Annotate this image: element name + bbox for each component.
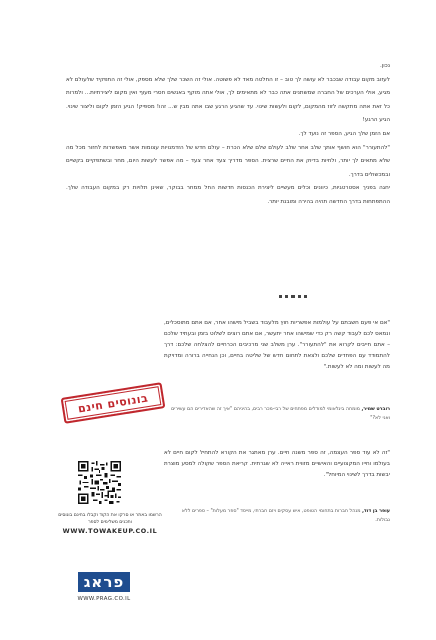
publisher-website-link[interactable]: WWW.PRAG.CO.IL [77, 596, 131, 602]
review-author: עופר בן דוד, [362, 509, 390, 514]
blurb-paragraph: יחגה בפניך אסטרטגיות, כיוונים וכלים מעשיים ליצירת הכנסות חדשות החל ממחר בבוקר, שאינן תלויות רק במקום העבודה שלך. ההתפתחות בדרך החדשה תהיה בהירה ומובנת יותר. [66, 185, 390, 205]
blurb-paragraph: נכון. [379, 63, 390, 69]
review-author-desc: מומחה בינלאומי למודלים מפתחים של רבי-מכר רבים, בהיניהם "איך זה שהאדירים הם עשירים ואני לא?" [171, 407, 390, 421]
review-attribution-2 [170, 508, 390, 525]
review-attribution-1 [170, 406, 390, 423]
review-text: "אם אי פעם חשבתם על עולמות אפשריות חוץ מלעבוד בשביל מישהו אחר, אם אתם מתוסכלים, ונמאס לכם לעבוד קשה רק כדי שמישהו אחר יתעשר, אם אתם רוצים לשלוט בזמן ובעתיד שלכם – אתם חייבים לקרוא את "להתעורר". ערן משלב שני מרכיבים הכרחיים להצלחה שלכם: דרך להתמודד עם הפחדים שלכם ולצאת לתחום חדש של שליטה בחיים, וכן הנחייה ברורה ומדויקת מה לעשות ומה לא לעשות." [164, 320, 390, 370]
review-author-desc: מנהל חברות בתחומי הטופט, איש עסקים ויזם חברתי, מייסד "ספר מעלות" – ספרים ללא גבולות. [181, 509, 390, 523]
qr-caption: הרשמו באתר או סרקו את הקוד וקבלו בחינם בונוסים ותכנים משלימים לספר [58, 513, 162, 526]
review-quote-2 [164, 448, 390, 481]
section-divider [279, 294, 307, 298]
stamp-text: בונוסים חינם [76, 391, 150, 415]
blurb-paragraph: לעזוב מקום עבודה שבכבר לא עושה לך טוב – זו החלטה מאד לא פשוטה. אולי זה השכר שלך שלא מספק, אולי זה התפקיד שלעולם לא מגיע, אולי הערכים של החברה שמשתנים אתה כבר לא מתאימים לך, אולי אתה מוקף באנשים חסרי מעוף ואין מקום ליצירתיות... ולמרות כל זאת אתה מתקשה לזוז מהמקום, לקום ולעשות שינוי. עד שהגיע הרגע שבו אתה מבין ש... זהו! מספיק! הגיע הזמן לקום וליצור שינוי. הגיע הרגע! [66, 76, 390, 124]
review-text: "זה לא עוד ספר העצמה, זה ספר משנה חיים. ערן מאתגר את הקורא להתחיל לקום חיים לא בעולמו וחייו המקצועיים והאישיים מזווית ראייה לא שגרתית. קריאת הספר שקולה למסע מוצרת יבשות בדרך לשינוי המיוחל". [164, 450, 390, 478]
blurb-paragraph: "להתעורר" הוא חושף אותך שלב אחר שלב לעולם שלם שלא הכרת – עולם חדש של הזדמנויות עצומות אשר מאפשרות לחזור מכל מה שלא מתאים לך יותר, ולחיות בדיוק את החיים שרצית. הספר מדריך צעד אחר צעד – מה אפשר לעשות היום, מחר ובשתפקיים בקשיים ובמכשולים בדרך. [66, 144, 390, 178]
review-quote-1 [164, 318, 390, 373]
qr-caption-block [58, 512, 162, 535]
qr-code-icon[interactable] [78, 461, 121, 504]
blurb-text [66, 60, 390, 210]
prag-logo-icon [78, 572, 130, 592]
bonus-website-link[interactable]: WWW.TOWAKEUP.CO.IL [62, 526, 158, 535]
review-author: רוברט שמיר, [361, 407, 390, 412]
blurb-paragraph: אם הזמן שלך הגיע, הספר זה נועד לך. [298, 130, 390, 137]
free-bonus-stamp [61, 382, 166, 424]
logo-text: פראג [83, 573, 125, 591]
